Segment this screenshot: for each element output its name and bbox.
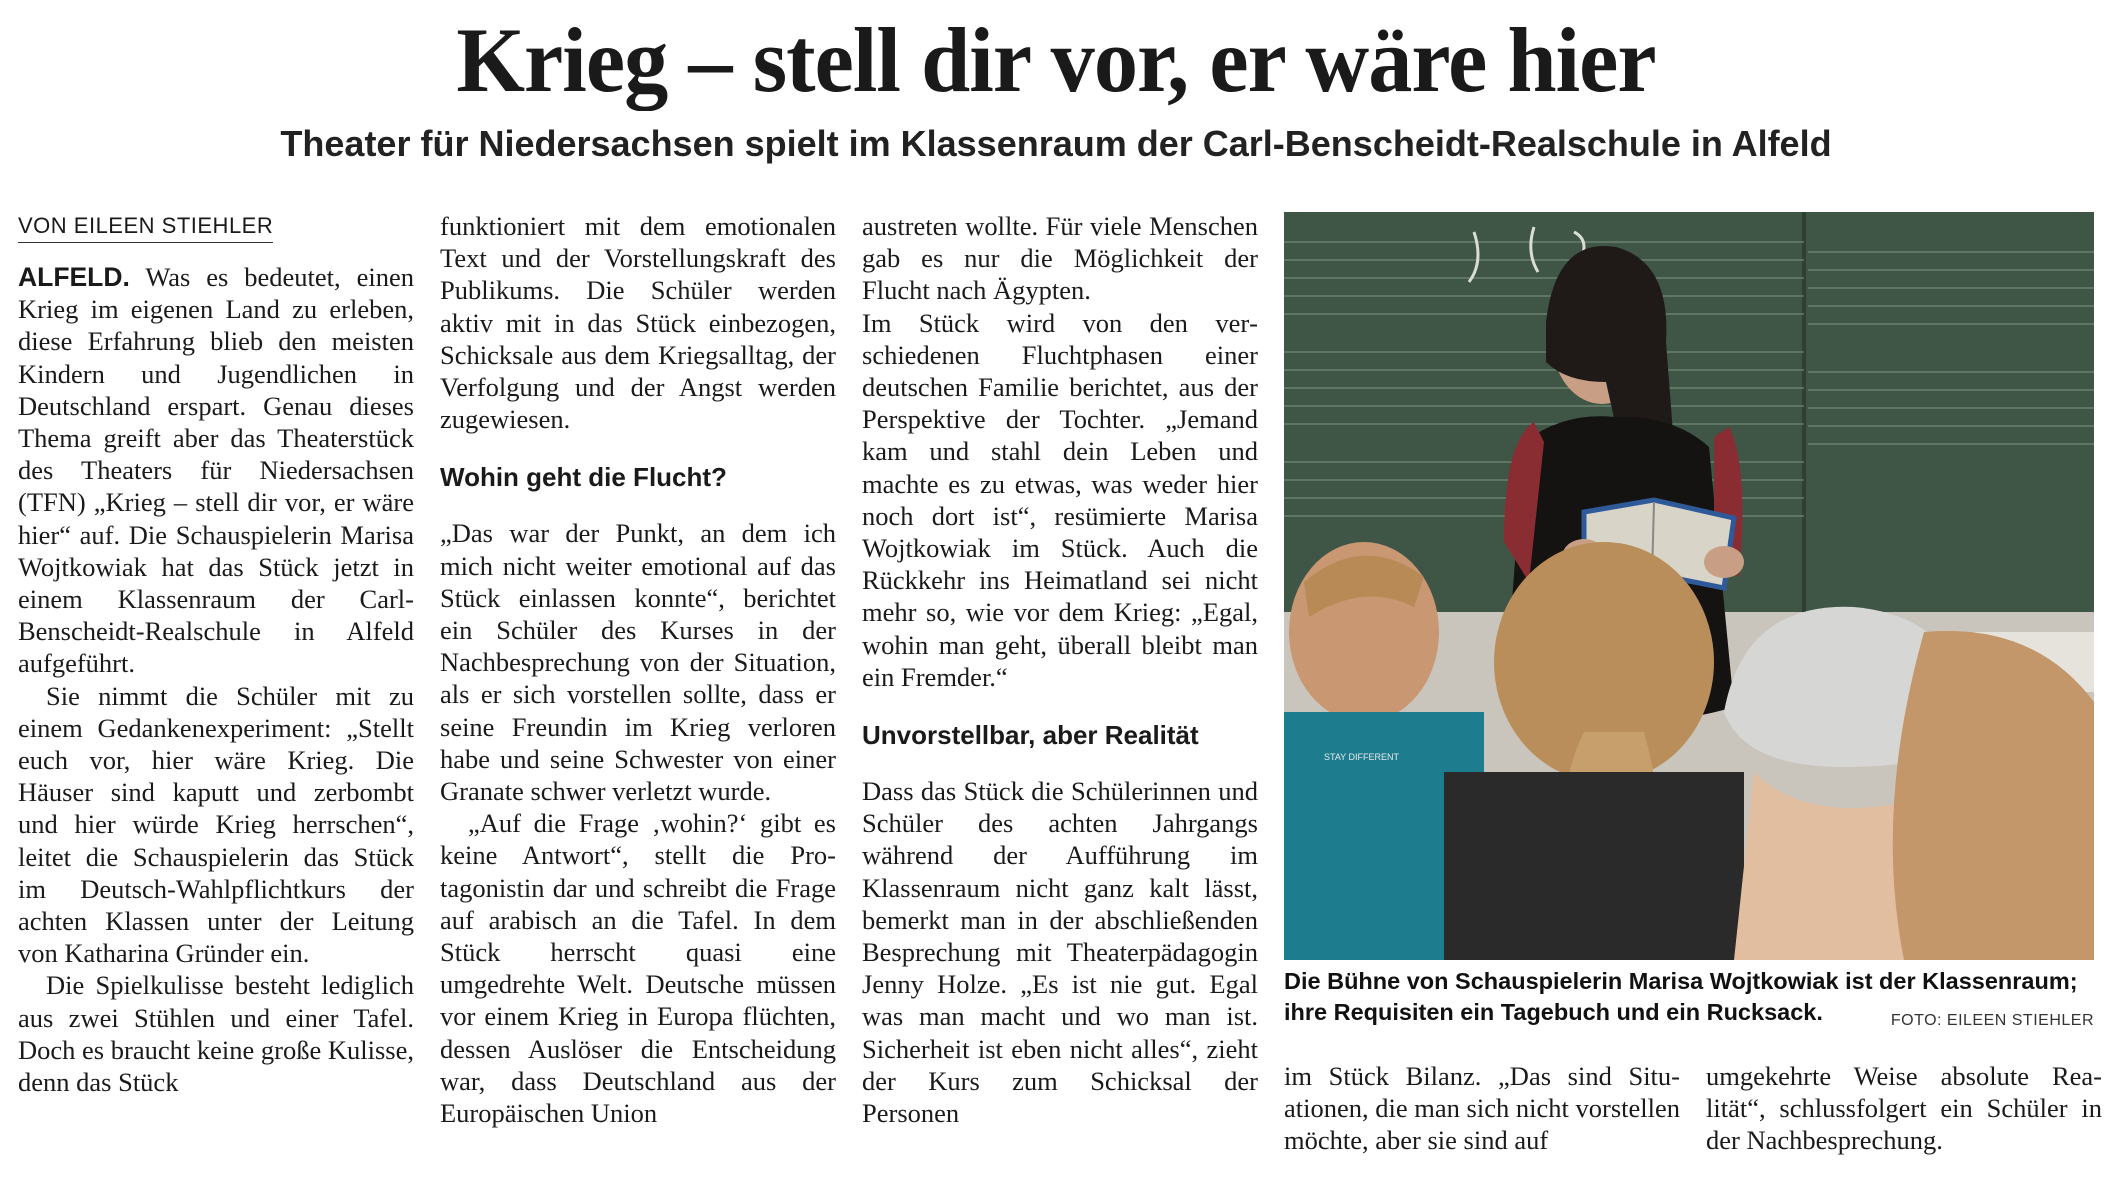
byline: VON EILEEN STIEHLER [18, 212, 273, 243]
paragraph: Dass das Stück die Schülerinnen und Schüler des achten Jahrgangs während der Aufführung im Klassenraum nicht ganz kalt lässt, bemerkt man in der abschließenden Besprechung mit Theaterpädagogin Jenny Holze. „Es ist nie gut. Egal was man macht und wo man ist. Sicherheit ist eben nicht alles“, zieht der Kurs zum Schicksal der Personen [862, 776, 1258, 1129]
photo-illustration [1284, 212, 2094, 960]
headline: Krieg – stell dir vor, er wäre hier [456, 9, 1656, 111]
paragraph: funktioniert mit dem emotionalen Text und der Vorstellungskraft des Publikums. Die Schüler werden aktiv mit in das Stück einbezogen, Schicksale aus dem Kriegsalltag, der Verfolgung und der Angst werden zugewiesen. [440, 211, 836, 435]
shirt-print: STAY DIFFERENT [1324, 752, 1400, 762]
paragraph: im Stück Bilanz. „Das sind Situationen, die man sich nicht vorstellen möchte, aber sie sind auf [1284, 1061, 1680, 1156]
subheading: Unvorstellbar, aber Realität [862, 720, 1199, 751]
article-column-5 [1706, 1060, 2102, 1157]
article-column-1 [18, 208, 414, 1098]
paragraph: „Auf die Frage ‚wohin?‘ gibt es keine Antwort“, stellt die Protagonistin dar und schreibt die Frage auf arabisch an die Tafel. In dem Stück herrscht quasi eine umgedrehte Welt. Deutsche müssen vor einem Krieg in Europa flüchten, dessen Auslöser die Entscheidung war, dass Deutschland aus der Europäischen Union [440, 808, 836, 1129]
photo-caption [1284, 966, 2094, 1036]
paragraph: Sie nimmt die Schüler mit zu einem Gedankenexperiment: „Stellt euch vor, hier wäre Krieg. Die Häuser sind kaputt und zerbombt und hier würde Krieg herrschen“, leitet die Schauspielerin das Stück im Deutsch-Wahlpflichtkurs der achten Klassen unter der Leitung von Katharina Gründer ein. [18, 680, 414, 969]
article-column-2 [440, 210, 836, 1129]
paragraph-text: Was es bedeutet, einen Krieg im eigenen Land zu erleben, diese Erfahrung blieb den meisten Kindern und Jugendlichen in Deutschland erspart. Genau dieses Thema greift aber das Theaterstück des Theaters für Niedersachsen (TFN) „Krieg – stell dir vor, er wäre hier“ auf. Die Schauspielerin Marisa Wojtkowiak hat das Stück jetzt in einem Klassenraum der Carl-Benscheidt-Realschule in Alfeld aufgeführt. [18, 262, 414, 679]
article-photo [1284, 212, 2094, 960]
paragraph: Die Spielkulisse besteht lediglich aus zwei Stühlen und einer Tafel. Doch es braucht keine große Kulisse, denn das Stück [18, 970, 414, 1098]
paragraph: Im Stück wird von den verschiedenen Fluchtphasen einer deutschen Familie berichtet, aus der Perspektive der Tochter. „Jemand kam und stahl dein Leben und machte es zu etwas, was weder hier noch dort ist“, resümierte Marisa Wojtkowiak im Stück. Auch die Rückkehr ins Heimatland sei nicht mehr so, wie vor dem Krieg: „Egal, wohin man geht, überall bleibt man ein Fremder.“ [862, 307, 1258, 692]
photo-credit: FOTO: EILEEN STIEHLER [1890, 1012, 2094, 1029]
caption-text: Die Bühne von Schauspielerin Marisa Wojtkowiak ist der Klassenraum; ihre Requisiten ein Tagebuch und ein Rucksack. [1284, 968, 2078, 1025]
paragraph [18, 261, 414, 680]
subtitle: Theater für Niedersachsen spielt im Klassenraum der Carl-Benscheidt-Realschule in Alfeld [280, 123, 1832, 164]
dateline: ALFELD. [18, 262, 130, 292]
paragraph: umgekehrte Weise absolute Realität“, schlussfolgert ein Schüler in der Nachbesprechung. [1706, 1061, 2102, 1156]
paragraph: „Das war der Punkt, an dem ich mich nicht weiter emotional auf das Stück einlassen konnte“, berichtet ein Schüler des Kurses in der Nachbesprechung von der Situation, als er sich vorstellen sollte, dass er seine Freundin im Krieg verloren habe und seine Schwester von einer Granate schwer verletzt wurde. [440, 518, 836, 807]
article-column-3 [862, 210, 1258, 1129]
paragraph: austreten wollte. Für viele Menschen gab es nur die Möglichkeit der Flucht nach Ägypten. [862, 211, 1258, 306]
subheading: Wohin geht die Flucht? [440, 462, 727, 493]
article-column-4 [1284, 1060, 1680, 1157]
